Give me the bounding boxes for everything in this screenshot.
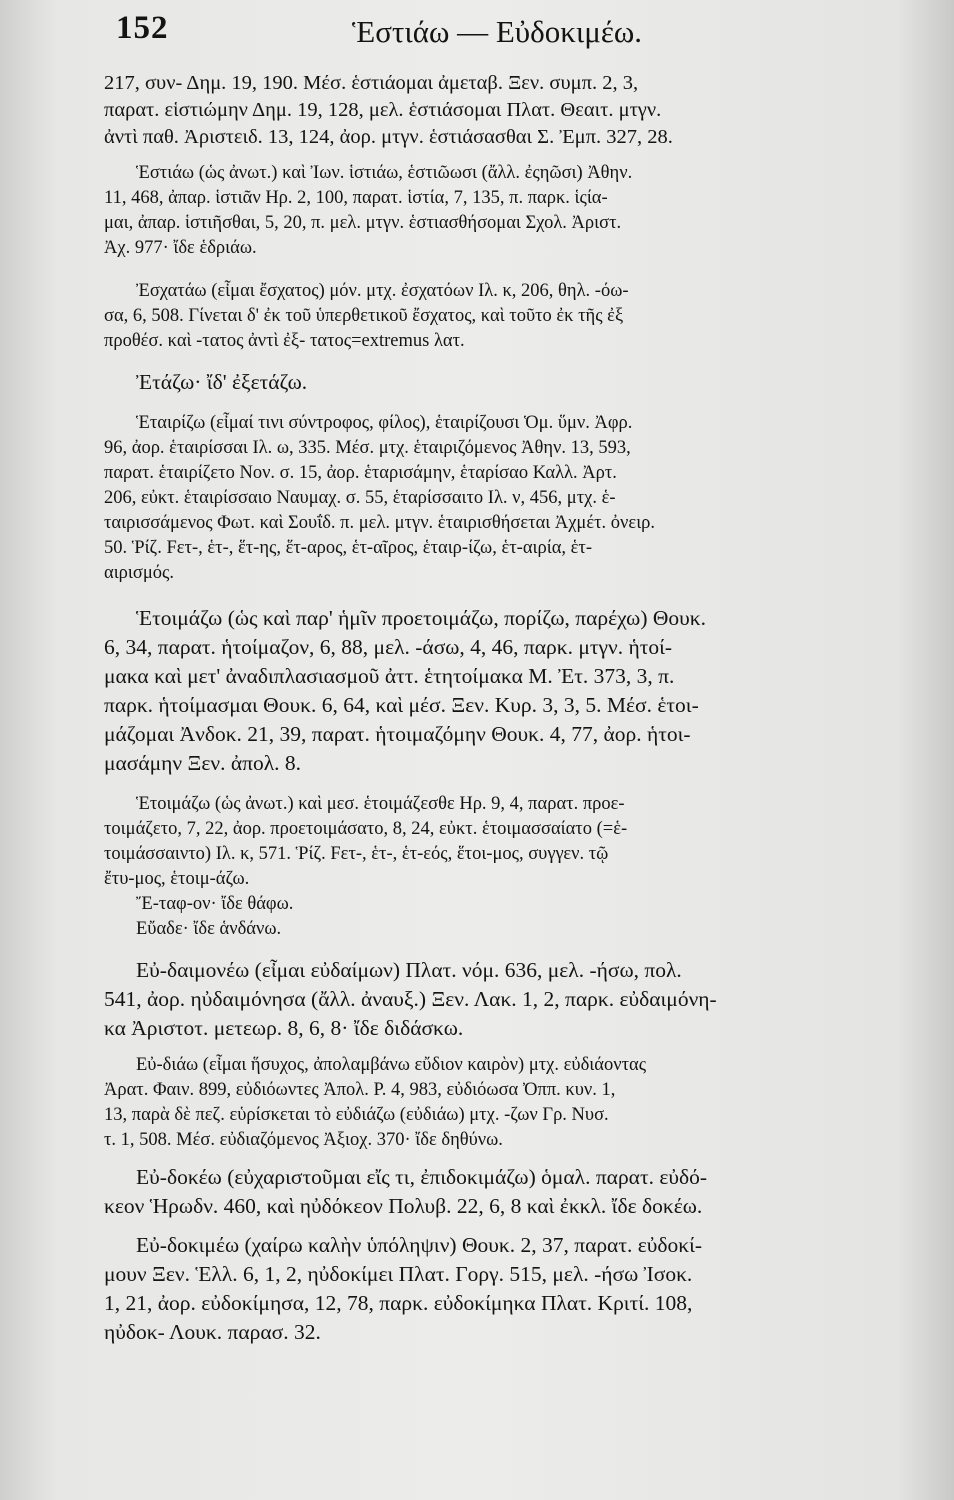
- entry-line: 96, ἀορ. ἑταιρίσσαι Ιλ. ω, 335. Μέσ. μτχ. ἑταιριζόμενος Ἀθην. 13, 593,: [104, 438, 631, 458]
- entry-line: ἔτυ-μος, ἑτοιμ-άζω.: [104, 869, 250, 889]
- entry-line: Ἑταιρίζω (εἶμαί τινι σύντροφος, φίλος), ἑταιρίζουσι Ὁμ. ὕμν. Ἀφρ.: [136, 413, 633, 433]
- entry-line: μασάμην Ξεν. ἀπολ. 8.: [104, 751, 302, 775]
- entry-line: Εὔαδε· ἴδε ἁνδάνω.: [136, 919, 282, 939]
- entry-line: Εὐ-διάω (εἶμαι ἥσυχος, ἀπολαμβάνω εὔδιον καιρὸν) μτχ. εὐδιάοντας: [136, 1055, 647, 1075]
- entry-etaphon: [104, 892, 880, 917]
- entry-eudaimoneo: [104, 956, 880, 1043]
- entry-continuation: [104, 70, 880, 151]
- entry-line: 217, συν- Δημ. 19, 190. Μέσ. ἑστιάομαι ἀμεταβ. Ξεν. συμπ. 2, 3,: [104, 72, 639, 94]
- entry-eschatao: [104, 279, 880, 354]
- page-number: 152: [116, 10, 169, 46]
- entry-line: Ἀχ. 977· ἴδε ἑδριάω.: [104, 238, 257, 258]
- entry-line: μαι, ἀπαρ. ἱστιῆσθαι, 5, 20, π. μελ. μτγν. ἑστιασθήσομαι Σχολ. Ἀριστ.: [104, 213, 622, 233]
- entry-line: Εὐ-δοκέω (εὐχαριστοῦμαι εἴς τι, ἐπιδοκιμάζω) ὁμαλ. παρατ. εὐδό-: [136, 1165, 708, 1189]
- entry-line: Ἐτάζω· ἴδ' ἐξετάζω.: [136, 370, 308, 394]
- entry-line: κα Ἀριστοτ. μετεωρ. 8, 6, 8· ἴδε διδάσκω.: [104, 1016, 464, 1040]
- entry-line: Ἀρατ. Φαιν. 899, εὐδιόωντες Ἀπολ. Ρ. 4, 983, εὐδιόωσα Ὀππ. κυν. 1,: [104, 1080, 616, 1100]
- entry-line: παρατ. ἑταιρίζετο Νον. σ. 15, ἀορ. ἑταρισάμην, ἑταρίσαο Καλλ. Ἀρτ.: [104, 463, 617, 483]
- entry-line: προθέσ. καὶ -τατος ἀντὶ ἐξ- τατος=extremus λατ.: [104, 331, 465, 351]
- entry-line: 13, παρὰ δὲ πεζ. εὑρίσκεται τὸ εὐδιάζω (εὐδιάω) μτχ. -ζων Γρ. Νυσ.: [104, 1105, 609, 1125]
- entry-line: σα, 6, 508. Γίνεται δ' ἐκ τοῦ ὑπερθετικοῦ ἔσχατος, καὶ τοῦτο ἐκ τῆς ἐξ: [104, 306, 624, 326]
- entry-line: Ἑτοιμάζω (ὡς ἀνωτ.) καὶ μεσ. ἑτοιμάζεσθε Ηρ. 9, 4, παρατ. προε-: [136, 794, 625, 814]
- entry-line: ταιρισσάμενος Φωτ. καὶ Σουΐδ. π. μελ. μτγν. ἑταιρισθήσεται Ἀχμέτ. ὀνειρ.: [104, 513, 656, 533]
- page-header: [0, 10, 954, 58]
- entry-line: 206, εὐκτ. ἑταιρίσσαιο Ναυμαχ. σ. 55, ἑταρίσσαιτο Ιλ. ν, 456, μτχ. ἑ-: [104, 488, 616, 508]
- entry-line: μουν Ξεν. Ἑλλ. 6, 1, 2, ηὐδοκίμει Πλατ. Γοργ. 515, μελ. -ήσω Ἰσοκ.: [104, 1262, 693, 1286]
- entry-eudokimeo: [104, 1231, 880, 1347]
- entry-eudokeo: [104, 1163, 880, 1221]
- entry-line: αιρισμός.: [104, 563, 174, 583]
- entry-line: Ἑτοιμάζω (ὡς καὶ παρ' ἡμῖν προετοιμάζω, πορίζω, παρέχω) Θουκ.: [136, 606, 706, 630]
- entry-line: 541, ἀορ. ηὐδαιμόνησα (ἄλλ. ἀναυξ.) Ξεν. Λακ. 1, 2, παρκ. εὐδαιμόνη-: [104, 987, 717, 1011]
- entry-line: παρατ. εἱστιώμην Δημ. 19, 128, μελ. ἑστιάσομαι Πλατ. Θεαιτ. μτγν.: [104, 99, 662, 121]
- entry-line: τοιμάσσαιντο) Ιλ. κ, 571. Ῥίζ. Fετ-, ἑτ-, ἑτ-εός, ἕτοι-μος, συγγεν. τῷ: [104, 844, 609, 864]
- entry-hetoimazo-epic: [104, 792, 880, 892]
- entry-line: 50. Ῥίζ. Fετ-, ἑτ-, ἕτ-ης, ἕτ-αρος, ἑτ-αῖρος, ἑταιρ-ίζω, ἑτ-αιρία, ἑτ-: [104, 538, 593, 558]
- entry-line: μακα καὶ μετ' ἀναδιπλασιασμοῦ ἀττ. ἑτητοίμακα Μ. Ἐτ. 373, 3, π.: [104, 664, 675, 688]
- entry-hetairizo: [104, 411, 880, 586]
- entry-line: μάζομαι Ἀνδοκ. 21, 39, παρατ. ἡτοιμαζόμην Θουκ. 4, 77, ἀορ. ἡτοι-: [104, 722, 691, 746]
- entry-line: Ἐσχατάω (εἶμαι ἔσχατος) μόν. μτχ. ἐσχατόων Ιλ. κ, 206, θηλ. -όω-: [136, 281, 629, 301]
- running-title: Ἑστιάω — Εὐδοκιμέω.: [352, 14, 642, 49]
- entry-hetoimazo: [104, 604, 880, 778]
- entry-estiao-ionic: [104, 161, 880, 261]
- entries-column: [104, 70, 880, 1347]
- entry-line: Ἔ-ταφ-ον· ἴδε θάφω.: [136, 894, 294, 914]
- entry-etazo: [104, 368, 880, 397]
- entry-line: 1, 21, ἀορ. εὐδοκίμησα, 12, 78, παρκ. εὐδοκίμηκα Πλατ. Κριτί. 108,: [104, 1291, 693, 1315]
- entry-line: Ἑστιάω (ὡς ἀνωτ.) καὶ Ἰων. ἱστιάω, ἑστιῶωσι (ἄλλ. ἐςηῶσι) Ἀθην.: [136, 163, 633, 183]
- entry-line: ἀντὶ παθ. Ἀριστειδ. 13, 124, ἀορ. μτγν. ἑστιάσασθαι Σ. Ἐμπ. 327, 28.: [104, 126, 673, 148]
- entry-euade: [104, 917, 880, 942]
- entry-line: ηὐδοκ- Λουκ. παρασ. 32.: [104, 1320, 321, 1344]
- entry-line: Εὐ-δοκιμέω (χαίρω καλὴν ὑπόληψιν) Θουκ. 2, 37, παρατ. εὐδοκί-: [136, 1233, 703, 1257]
- entry-eudiao: [104, 1053, 880, 1153]
- entry-line: παρκ. ἡτοίμασμαι Θουκ. 6, 64, καὶ μέσ. Ξεν. Κυρ. 3, 3, 5. Μέσ. ἑτοι-: [104, 693, 699, 717]
- entry-line: τ. 1, 508. Μέσ. εὐδιαζόμενος Ἀξιοχ. 370· ἴδε δηθύνω.: [104, 1130, 503, 1150]
- entry-line: τοιμάζετο, 7, 22, ἀορ. προετοιμάσατο, 8, 24, εὐκτ. ἑτοιμασσαίατο (=ἑ-: [104, 819, 628, 839]
- entry-line: 11, 468, ἀπαρ. ἱστιᾶν Ηρ. 2, 100, παρατ. ἱστία, 7, 135, π. παρκ. ἱςία-: [104, 188, 608, 208]
- entry-line: Εὐ-δαιμονέω (εἶμαι εὐδαίμων) Πλατ. νόμ. 636, μελ. -ήσω, πολ.: [136, 958, 682, 982]
- entry-line: 6, 34, παρατ. ἡτοίμαζον, 6, 88, μελ. -άσω, 4, 46, παρκ. μτγν. ἡτοί-: [104, 635, 673, 659]
- entry-line: κεον Ἡρωδν. 460, καὶ ηὐδόκεον Πολυβ. 22, 6, 8 καὶ ἐκκλ. ἴδε δοκέω.: [104, 1194, 703, 1218]
